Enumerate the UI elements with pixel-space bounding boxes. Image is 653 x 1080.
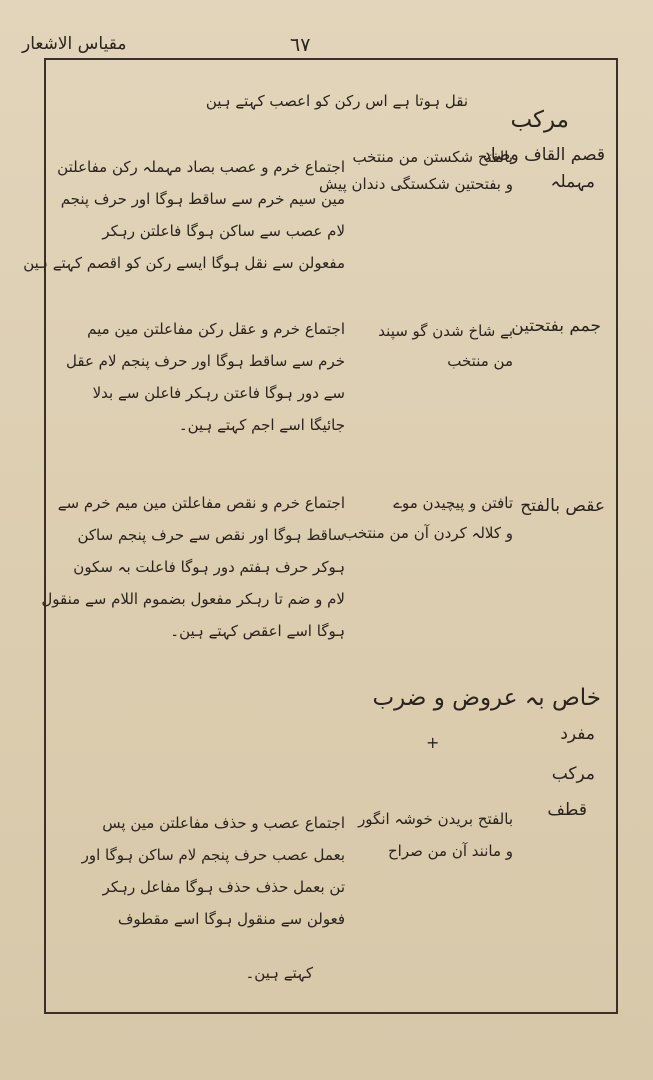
- plus-mark: +: [426, 733, 440, 752]
- top-note: نقل ہوتا ہے اس رکن کو اعصب کہتے ہین: [205, 92, 468, 110]
- book-title: مقیاس الاشعار: [22, 34, 127, 54]
- entry-meaning: بالفتح بریدن خوشہ انگور: [358, 810, 513, 828]
- entry-explanation-line: سے دور ہوگا فاعتن رہکر فاعلن سے بدلا: [92, 384, 345, 402]
- entry-meaning: من منتخب: [447, 352, 513, 370]
- entry-meaning: بالفتح شکستن من منتخب: [352, 148, 513, 166]
- section-heading-khas: خاص بہ عروض و ضرب: [372, 685, 601, 711]
- section-heading-mufrad: مفرد: [560, 724, 595, 744]
- entry-meaning: و مانند آن من صراح: [388, 842, 513, 860]
- entry-explanation-line: اجتماع خرم و عقل رکن مفاعلتن مین میم: [87, 320, 345, 338]
- entry-meaning: و بفتحتین شکستگی دندان پیش: [318, 175, 513, 193]
- entry-meaning: و کلالہ کردن آن من منتخب: [343, 524, 513, 542]
- entry-term: مہملہ: [550, 172, 595, 192]
- entry-explanation-line: لام و ضم تا رہکر مفعول بضموم اللام سے منقول: [41, 590, 345, 608]
- entry-explanation-line: ساقط ہوگا اور نقص سے حرف پنجم ساکن: [77, 526, 345, 544]
- entry-term: قطف: [547, 800, 587, 820]
- section-heading-murakkab-2: مرکب: [551, 764, 595, 784]
- entry-explanation-line: اجتماع عصب و حذف مفاعلتن مین پس: [102, 814, 345, 832]
- entry-explanation-line: مفعولن سے نقل ہوگا ایسے رکن کو اقصم کہتے ہین: [23, 254, 345, 272]
- entry-explanation-line: اجتماع خرم و عصب بصاد مہملہ رکن مفاعلتن: [57, 158, 345, 176]
- entry-term: قصم القاف وصاد: [483, 145, 605, 165]
- entry-explanation-line: فعولن سے منقول ہوگا اسے مقطوف: [117, 910, 345, 928]
- entry-explanation-line: تن بعمل حذف حذف ہوگا مفاعل رہکر: [102, 878, 345, 896]
- entry-explanation-line: بعمل عصب حرف پنجم لام ساکن ہوگا اور: [81, 846, 345, 864]
- entry-explanation-line: کہتے ہین۔: [245, 964, 313, 982]
- entry-explanation-line: خرم سے ساقط ہوگا اور حرف پنجم لام عقل: [66, 352, 345, 370]
- entry-meaning: تافتن و پیچیدن موے: [393, 494, 513, 512]
- page-number: ٦٧: [290, 34, 311, 56]
- entry-meaning: بے شاخ شدن گو سپند: [378, 322, 513, 340]
- entry-term: جمم بفتحتین: [511, 316, 601, 336]
- entry-explanation-line: اجتماع خرم و نقص مفاعلتن مین میم خرم سے: [57, 494, 345, 512]
- entry-term: عقص بالفتح: [520, 496, 605, 516]
- entry-explanation-line: مین سیم خرم سے ساقط ہوگا اور حرف پنجم: [60, 190, 345, 208]
- entry-explanation-line: ہوکر حرف ہفتم دور ہوگا فاعلت بہ سکون: [73, 558, 345, 576]
- entry-explanation-line: جائیگا اسے اجم کہتے ہین۔: [178, 416, 345, 434]
- entry-explanation-line: لام عصب سے ساکن ہوگا فاعلتن رہکر: [102, 222, 345, 240]
- entry-explanation-line: ہوگا اسے اعقص کہتے ہین۔: [170, 622, 345, 640]
- section-heading-murakkab: مرکب: [510, 107, 569, 133]
